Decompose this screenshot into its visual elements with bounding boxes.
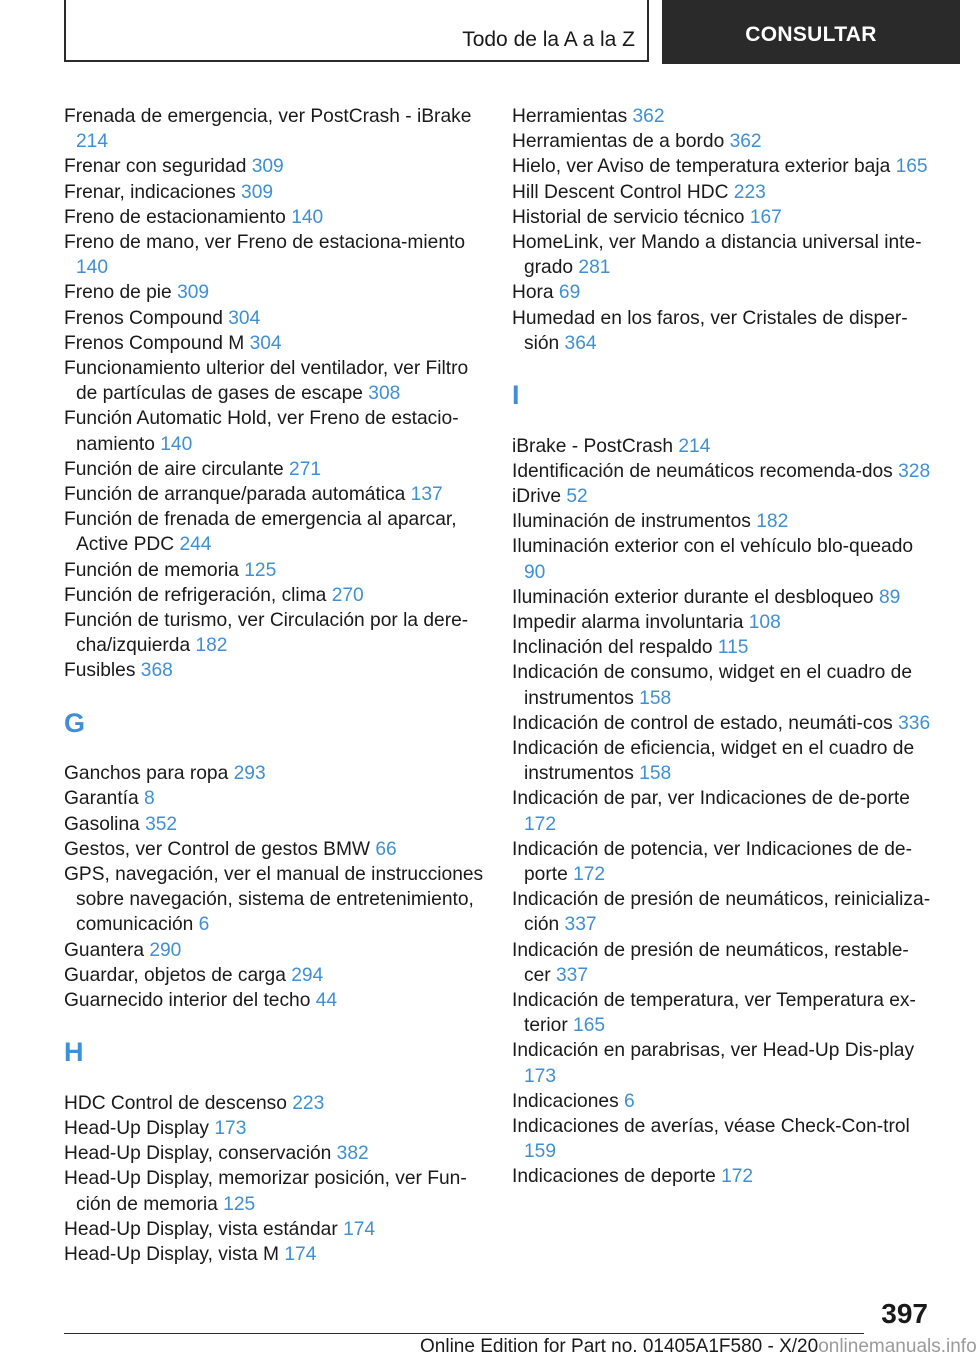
page-link[interactable]: 336 — [898, 712, 931, 734]
index-entry — [64, 507, 484, 557]
page-link[interactable]: 223 — [292, 1092, 325, 1114]
index-entry — [512, 280, 932, 305]
index-entry — [512, 534, 932, 584]
index-term: Humedad en los faros, ver Cristales de disper‐sión — [512, 307, 908, 354]
index-entry — [64, 406, 484, 456]
page-link[interactable]: 223 — [733, 181, 766, 203]
index-entry — [64, 356, 484, 406]
consult-button[interactable]: CONSULTAR — [662, 0, 960, 64]
index-entry — [512, 129, 932, 154]
index-entry — [64, 583, 484, 608]
index-entry — [512, 484, 932, 509]
index-term: Gasolina — [64, 813, 146, 835]
index-term: Head-Up Display, vista estándar — [64, 1218, 344, 1240]
index-entry — [64, 558, 484, 583]
index-entry — [512, 610, 932, 635]
page-link[interactable]: 182 — [195, 635, 228, 657]
page-link[interactable]: 172 — [524, 813, 557, 835]
index-entry — [64, 988, 484, 1013]
index-entry — [64, 104, 484, 154]
index-term: Indicación de potencia, ver Indicaciones de de‐porte — [512, 838, 912, 886]
section-letter: H — [64, 1037, 84, 1068]
index-term: GPS, navegación, ver el manual de instrucciones sobre navegación, sistema de entretenimiento, comunicación — [64, 864, 484, 936]
index-term: iDrive — [512, 486, 567, 507]
page-link[interactable]: 368 — [140, 660, 173, 682]
index-term: Indicación de presión de neumáticos, reinicializa‐ción — [512, 889, 931, 936]
page-link[interactable]: 308 — [368, 383, 401, 405]
index-term: Indicación de par, ver Indicaciones de de‐porte — [512, 788, 910, 810]
index-entry — [64, 482, 484, 507]
index-entry — [64, 306, 484, 331]
page-link[interactable]: 382 — [336, 1143, 369, 1165]
index-entry — [64, 457, 484, 482]
index-term: Funcionamiento ulterior del ventilador, ver Filtro de partículas de gases de escape — [64, 358, 469, 405]
index-term: Hielo, ver Aviso de temperatura exterior baja — [512, 156, 896, 178]
page-link[interactable]: 328 — [898, 460, 931, 482]
index-entry — [512, 786, 932, 836]
index-entry — [512, 230, 932, 280]
index-entry — [512, 1038, 932, 1088]
index-entry — [512, 635, 932, 660]
page-link[interactable]: 115 — [717, 637, 749, 659]
index-term: Guarnecido interior del techo — [64, 990, 316, 1012]
page-link[interactable]: 159 — [524, 1141, 557, 1163]
page-link[interactable]: 174 — [284, 1244, 317, 1266]
page-link[interactable]: 362 — [632, 106, 665, 127]
page-link[interactable]: 173 — [214, 1118, 247, 1140]
index-entry — [64, 230, 484, 280]
index-term: Frenos Compound M — [64, 332, 250, 354]
page-link[interactable]: 52 — [566, 486, 588, 507]
footer-edition-text: Online Edition for Part no. 01405A1F580 - X/20 — [420, 1336, 819, 1357]
page-link[interactable]: 304 — [228, 307, 261, 329]
index-term: Freno de pie — [64, 282, 178, 304]
page-link[interactable]: 158 — [639, 687, 672, 709]
page-link[interactable]: 6 — [198, 914, 210, 936]
index-term: Indicación de temperatura, ver Temperatura ex‐terior — [512, 990, 916, 1037]
page-link[interactable]: 304 — [249, 332, 282, 354]
page-link[interactable]: 167 — [749, 206, 782, 228]
index-term: Freno de mano, ver Freno de estaciona‐miento — [64, 232, 466, 254]
index-entry — [512, 938, 932, 988]
index-term: Función de frenada de emergencia al aparcar, Active PDC — [64, 509, 457, 556]
page-link[interactable]: 172 — [573, 864, 606, 886]
index-term: Garantía — [64, 788, 144, 810]
page-link[interactable]: 362 — [729, 131, 762, 153]
page-link[interactable]: 172 — [721, 1166, 754, 1188]
index-term: HDC Control de descenso — [64, 1092, 293, 1114]
index-term: Impedir alarma involuntaria — [512, 612, 749, 634]
index-term: HomeLink, ver Mando a distancia universal inte‐grado — [512, 232, 922, 279]
page-link[interactable]: 8 — [144, 788, 155, 810]
index-term: Guantera — [64, 939, 150, 961]
index-term: Head-Up Display, memorizar posición, ver Fun‐ción de memoria — [64, 1168, 467, 1215]
index-term: Hora — [512, 282, 559, 304]
index-term: Historial de servicio técnico — [512, 206, 750, 228]
page-link[interactable]: 293 — [233, 763, 266, 785]
index-entry — [64, 812, 484, 837]
page-link[interactable]: 309 — [177, 282, 210, 304]
page-number: 397 — [881, 1298, 928, 1329]
index-entry — [512, 154, 932, 179]
index-entry — [64, 862, 484, 938]
page-link[interactable]: 173 — [524, 1065, 557, 1087]
page-link[interactable]: 69 — [558, 282, 581, 304]
index-term: Función de aire circulante — [64, 458, 290, 480]
index-term: Indicaciones de deporte — [512, 1166, 722, 1188]
footer-divider — [64, 1333, 864, 1334]
index-entry — [512, 1114, 932, 1164]
index-term: Ganchos para ropa — [64, 763, 234, 785]
index-term: Herramientas de a bordo — [512, 131, 730, 153]
section-letter: I — [512, 380, 520, 411]
page-link[interactable]: 165 — [573, 1015, 606, 1037]
page-link[interactable]: 165 — [895, 156, 928, 178]
index-term: Fusibles — [64, 660, 141, 682]
page-link[interactable]: 352 — [145, 813, 178, 835]
index-entry — [512, 660, 932, 710]
index-entry — [512, 736, 932, 786]
page-link[interactable]: 66 — [375, 838, 397, 860]
page-link[interactable]: 270 — [331, 584, 364, 606]
index-term: Iluminación exterior durante el desbloqueo — [512, 586, 879, 608]
index-term: Inclinación del respaldo — [512, 637, 718, 659]
index-term: Indicaciones de averías, véase Check-Con‐trol — [512, 1116, 910, 1138]
page-link[interactable]: 125 — [244, 559, 277, 581]
index-entry — [64, 154, 484, 179]
page-link[interactable]: 281 — [578, 257, 611, 279]
index-term: Head-Up Display, vista M — [64, 1244, 285, 1266]
index-entry — [64, 658, 484, 683]
index-term: Función Automatic Hold, ver Freno de estacio‐namiento — [64, 408, 459, 455]
index-entry — [512, 887, 932, 937]
index-entry — [512, 434, 932, 459]
index-entry — [64, 608, 484, 658]
index-term: Función de memoria — [64, 559, 245, 581]
index-term: Función de refrigeración, clima — [64, 584, 332, 606]
index-term: Hill Descent Control HDC — [512, 181, 734, 203]
index-entry — [64, 280, 484, 305]
index-term: Frenada de emergencia, ver PostCrash - iBrake — [64, 106, 472, 127]
page-link[interactable]: 140 — [76, 257, 109, 279]
index-entry — [64, 837, 484, 862]
page-link[interactable]: 290 — [149, 939, 182, 961]
index-term: Guardar, objetos de carga — [64, 964, 292, 986]
page-link[interactable]: 337 — [556, 964, 589, 986]
index-entry — [512, 104, 932, 129]
index-term: Freno de estacionamiento — [64, 206, 292, 228]
index-entry — [512, 1089, 932, 1114]
index-entry — [512, 711, 932, 736]
page-link[interactable]: 364 — [564, 332, 597, 354]
index-term: iBrake - PostCrash — [512, 435, 679, 457]
index-entry — [512, 988, 932, 1038]
index-entry — [64, 180, 484, 205]
index-term: Función de arranque/parada automática — [64, 484, 411, 506]
index-entry — [512, 205, 932, 230]
index-entry — [64, 761, 484, 786]
index-entry — [512, 837, 932, 887]
index-term: Indicación de eficiencia, widget en el cuadro de instrumentos — [512, 738, 915, 785]
index-term: Indicación de control de estado, neumáti‐cos — [512, 712, 899, 734]
index-entry — [64, 963, 484, 988]
index-term: Iluminación de instrumentos — [512, 511, 757, 533]
index-column-right — [512, 104, 932, 1190]
footer — [420, 1336, 977, 1358]
page-link[interactable]: 125 — [223, 1193, 256, 1215]
index-entry — [512, 459, 932, 484]
index-entry — [512, 180, 932, 205]
index-term: Gestos, ver Control de gestos BMW — [64, 838, 376, 860]
page-link[interactable]: 140 — [291, 206, 324, 228]
index-entry — [512, 509, 932, 534]
page-link[interactable]: 140 — [160, 433, 193, 455]
page-link[interactable]: 309 — [251, 156, 284, 178]
page-link[interactable]: 44 — [315, 990, 338, 1012]
index-term: Función de turismo, ver Circulación por la dere‐cha/izquierda — [64, 610, 469, 657]
index-term: Frenar con seguridad — [64, 156, 252, 178]
index-entry — [64, 1166, 484, 1216]
index-entry — [512, 306, 932, 356]
index-term: Head-Up Display, conservación — [64, 1143, 337, 1165]
index-term: Indicaciones — [512, 1090, 624, 1112]
index-term: Frenos Compound — [64, 307, 229, 329]
page-link[interactable]: 244 — [179, 534, 212, 556]
index-term: Indicación en parabrisas, ver Head-Up Dis‐play — [512, 1040, 915, 1062]
page-link[interactable]: 108 — [748, 612, 781, 634]
index-term: Frenar, indicaciones — [64, 181, 242, 203]
page-link[interactable]: 174 — [343, 1218, 376, 1240]
page-link[interactable]: 271 — [289, 458, 322, 480]
page-link[interactable]: 137 — [410, 484, 443, 506]
header-az-label[interactable]: Todo de la A a la Z — [462, 28, 635, 51]
index-term: Head-Up Display — [64, 1118, 215, 1140]
page-link[interactable]: 182 — [756, 511, 789, 533]
footer-watermark: onlinemanuals.info — [818, 1336, 977, 1357]
section-letter: G — [64, 707, 86, 738]
page-link[interactable]: 90 — [524, 561, 546, 583]
index-term: Indicación de consumo, widget en el cuadro de instrumentos — [512, 662, 912, 709]
index-entry — [64, 938, 484, 963]
index-entry — [64, 1091, 484, 1116]
index-entry — [512, 585, 932, 610]
index-entry — [512, 1164, 932, 1189]
index-term: Iluminación exterior con el vehículo blo‐queado — [512, 536, 914, 558]
index-entry — [64, 1141, 484, 1166]
header-tab-frame — [64, 0, 649, 62]
index-entry — [64, 1116, 484, 1141]
index-term: Indicación de presión de neumáticos, restable‐cer — [512, 939, 909, 986]
page-link[interactable]: 294 — [291, 964, 324, 986]
page-link[interactable]: 6 — [624, 1090, 635, 1112]
index-entry — [64, 1217, 484, 1242]
page-link[interactable]: 337 — [564, 914, 597, 936]
index-column-left — [64, 104, 484, 1267]
page-link[interactable]: 214 — [678, 435, 711, 457]
index-entry — [64, 1242, 484, 1267]
index-entry — [64, 331, 484, 356]
page-link[interactable]: 89 — [878, 586, 901, 608]
index-entry — [64, 786, 484, 811]
page-link[interactable]: 214 — [76, 131, 109, 153]
page-link[interactable]: 309 — [241, 181, 274, 203]
index-term: Identificación de neumáticos recomenda‐dos — [512, 460, 899, 482]
index-term: Herramientas — [512, 106, 633, 127]
page-link[interactable]: 158 — [639, 763, 672, 785]
index-entry — [64, 205, 484, 230]
